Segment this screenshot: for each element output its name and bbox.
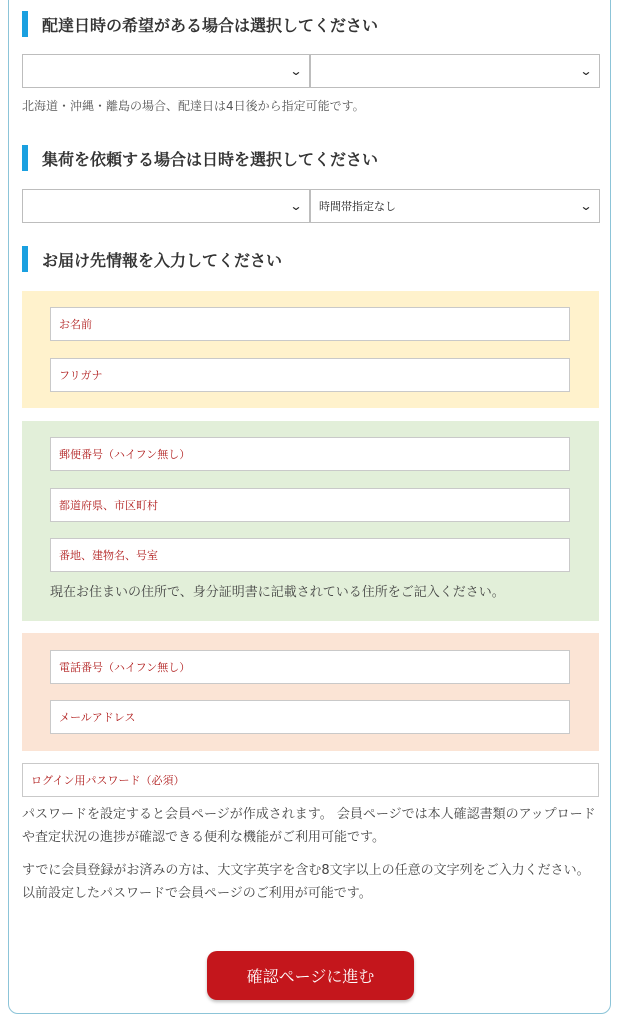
delivery-heading-text: 配達日時の希望がある場合は選択してください — [42, 15, 379, 35]
password-input[interactable] — [29, 773, 598, 788]
chevron-down-icon: ⌄ — [289, 64, 303, 78]
accent-bar — [22, 145, 28, 171]
pickup-time-select[interactable] — [310, 189, 600, 223]
address-note: 現在お住まいの住所で、身分証明書に記載されている住所をご記入ください。 — [50, 585, 505, 600]
delivery-heading — [22, 11, 378, 37]
pickup-time-value: 時間帯指定なし — [319, 200, 396, 213]
accent-bar — [22, 11, 28, 37]
street-field[interactable] — [50, 538, 570, 572]
delivery-note: 北海道・沖縄・離島の場合、配達日は4日後から指定可能です。 — [22, 99, 365, 113]
address-heading-text: お届け先情報を入力してください — [42, 250, 283, 270]
street-input[interactable] — [57, 548, 569, 563]
password-info-text: パスワードを設定すると会員ページが作成されます。 会員ページでは本人確認書類のアップロードや査定状況の進捗が確認できる便利な機能がご利用可能です。 — [22, 807, 596, 845]
email-input[interactable] — [57, 710, 569, 725]
name-input[interactable] — [57, 317, 569, 332]
postal-code-field[interactable] — [50, 437, 570, 471]
phone-input[interactable] — [57, 660, 569, 675]
confirm-page-button[interactable]: 確認ページに進む — [207, 951, 414, 1000]
existing-member-info-text: すでに会員登録がお済みの方は、大文字英字を含む8文字以上の任意の文字列をご入力ください。以前設定したパスワードで会員ページのご利用が可能です。 — [22, 863, 590, 901]
prefecture-field[interactable] — [50, 488, 570, 522]
name-field[interactable] — [50, 307, 570, 341]
delivery-date-select[interactable] — [22, 54, 310, 88]
pickup-heading — [22, 145, 378, 171]
chevron-down-icon: ⌄ — [579, 64, 593, 78]
accent-bar — [22, 246, 28, 272]
delivery-time-select[interactable] — [310, 54, 600, 88]
pickup-date-select[interactable] — [22, 189, 310, 223]
email-field[interactable] — [50, 700, 570, 734]
furigana-field[interactable] — [50, 358, 570, 392]
prefecture-input[interactable] — [57, 498, 569, 513]
phone-field[interactable] — [50, 650, 570, 684]
chevron-down-icon: ⌄ — [579, 199, 593, 213]
furigana-input[interactable] — [57, 368, 569, 383]
address-heading — [22, 246, 282, 272]
pickup-heading-text: 集荷を依頼する場合は日時を選択してください — [42, 149, 379, 169]
chevron-down-icon: ⌄ — [289, 199, 303, 213]
postal-code-input[interactable] — [57, 447, 569, 462]
password-field[interactable] — [22, 763, 599, 797]
